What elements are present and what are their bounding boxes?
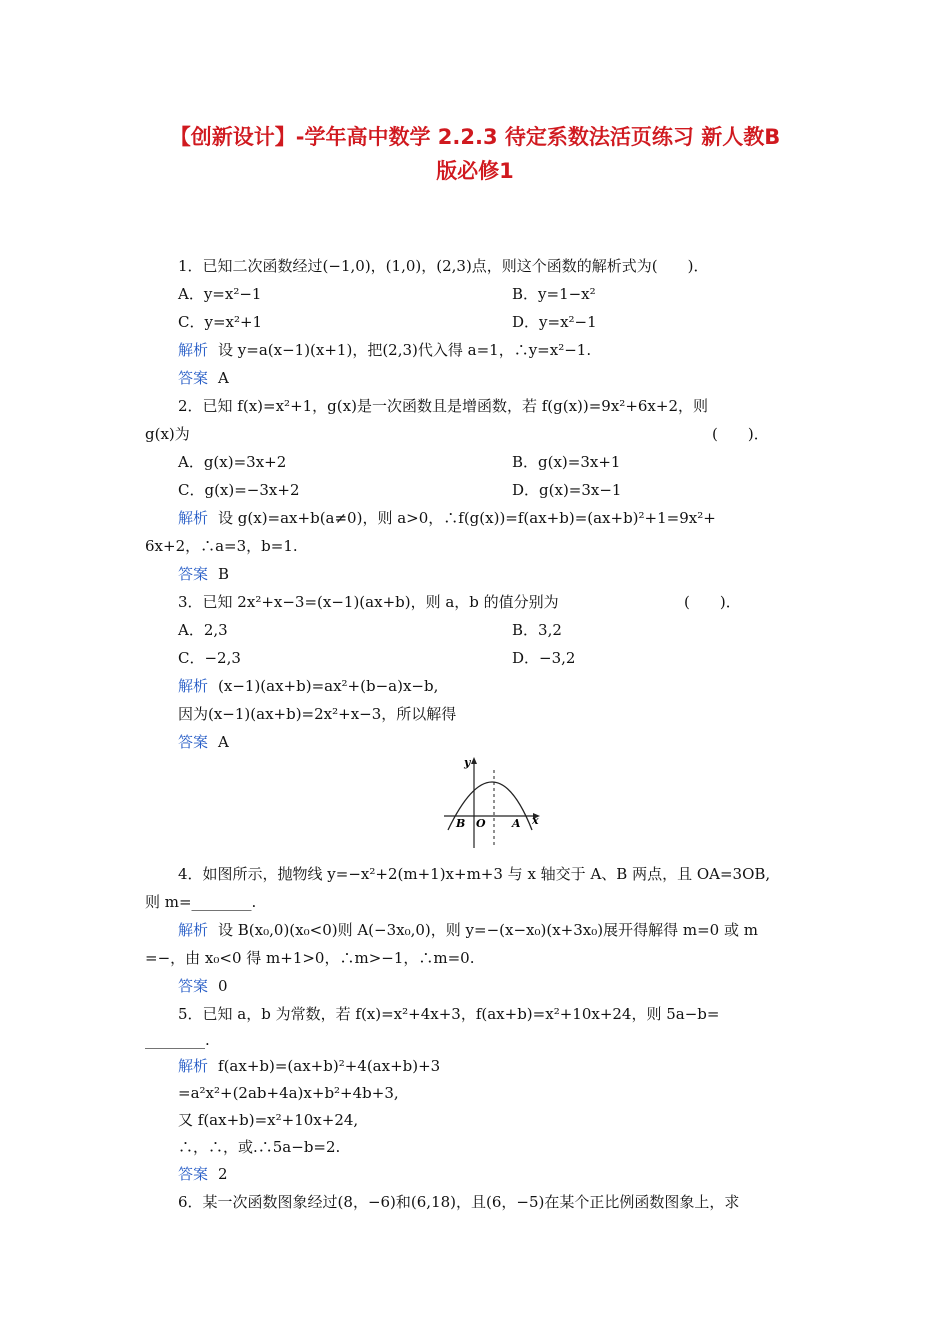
q1-option-d: D．y=x²−1 bbox=[512, 313, 597, 331]
q3-analysis-line-1 bbox=[178, 676, 438, 696]
q5-stem-line-2: ________. bbox=[145, 1031, 210, 1049]
q3-option-d: D．−3,2 bbox=[512, 649, 576, 667]
point-b-label: B bbox=[456, 817, 466, 830]
q4-analysis-line-1 bbox=[178, 920, 758, 940]
q2-analysis-text-1: 设 g(x)=ax+b(a≠0)，则 a>0，∴f(g(x))=f(ax+b)=(ax+b)²+1=9x²+ bbox=[218, 509, 716, 527]
q2-analysis-line-2: 6x+2，∴a=3，b=1. bbox=[145, 537, 298, 555]
q5-answer bbox=[178, 1164, 228, 1184]
q4-answer-text: 0 bbox=[218, 977, 228, 995]
q1-analysis-text: 设 y=a(x−1)(x+1)，把(2,3)代入得 a=1，∴y=x²−1. bbox=[218, 341, 592, 359]
q1-answer-text: A bbox=[218, 369, 229, 387]
q5-analysis-line-1 bbox=[178, 1056, 440, 1076]
analysis-label: 解析 bbox=[178, 341, 209, 359]
q1-stem: 1．已知二次函数经过(−1,0)，(1,0)，(2,3)点，则这个函数的解析式为( )． bbox=[178, 257, 709, 275]
origin-label: O bbox=[476, 817, 486, 830]
title-line-1: 【创新设计】-学年高中数学 2.2.3 待定系数法活页练习 新人教B bbox=[169, 125, 781, 149]
q1-option-a: A．y=x²−1 bbox=[178, 285, 262, 303]
q5-analysis-text-1: f(ax+b)=(ax+b)²+4(ax+b)+3 bbox=[218, 1057, 441, 1075]
analysis-label: 解析 bbox=[178, 677, 209, 695]
q4-stem-line-1: 4．如图所示，抛物线 y=−x²+2(m+1)x+m+3 与 x 轴交于 A、B 两点，且 OA=3OB, bbox=[178, 865, 771, 883]
q3-answer-text: A bbox=[218, 733, 229, 751]
analysis-label: 解析 bbox=[178, 509, 209, 527]
q4-analysis-line-2: =−，由 x₀<0 得 m+1>0，∴m>−1，∴m=0. bbox=[145, 949, 475, 967]
q3-answer bbox=[178, 732, 229, 752]
q6-stem-line-1: 6．某一次函数图象经过(8，−6)和(6,18)，且(6，−5)在某个正比例函数图象上，求 bbox=[178, 1193, 740, 1211]
q4-stem-line-2: 则 m=________. bbox=[145, 893, 257, 911]
q3-option-c: C．−2,3 bbox=[178, 649, 241, 667]
answer-label: 答案 bbox=[178, 369, 209, 387]
q3-option-a: A．2,3 bbox=[178, 621, 228, 639]
q1-answer bbox=[178, 368, 229, 388]
parabola-figure bbox=[436, 752, 546, 852]
answer-label: 答案 bbox=[178, 733, 209, 751]
q5-stem-line-1: 5．已知 a，b 为常数，若 f(x)=x²+4x+3，f(ax+b)=x²+10x+24，则 5a−b= bbox=[178, 1005, 720, 1023]
q2-option-b: B．g(x)=3x+1 bbox=[512, 453, 621, 471]
q2-option-a: A．g(x)=3x+2 bbox=[178, 453, 287, 471]
q2-answer-bracket: ( )． bbox=[712, 425, 769, 443]
q2-option-c: C．g(x)=−3x+2 bbox=[178, 481, 300, 499]
q2-answer-text: B bbox=[218, 565, 230, 583]
point-a-label: A bbox=[512, 817, 521, 830]
q5-analysis-line-2: =a²x²+(2ab+4a)x+b²+4b+3, bbox=[178, 1084, 399, 1102]
q1-option-b: B．y=1−x² bbox=[512, 285, 596, 303]
q1-analysis bbox=[178, 340, 591, 360]
q5-analysis-line-4: ∴，∴，或.∴5a−b=2. bbox=[178, 1138, 341, 1156]
document-title bbox=[120, 120, 830, 188]
q3-stem: 3．已知 2x²+x−3=(x−1)(ax+b)，则 a，b 的值分别为 bbox=[178, 593, 559, 611]
answer-label: 答案 bbox=[178, 565, 209, 583]
q4-analysis-text-1: 设 B(x₀,0)(x₀<0)则 A(−3x₀,0)，则 y=−(x−x₀)(x+3x₀)展开得解得 m=0 或 m bbox=[218, 921, 758, 939]
q2-answer bbox=[178, 564, 229, 584]
answer-label: 答案 bbox=[178, 977, 209, 995]
q5-analysis-line-3: 又 f(ax+b)=x²+10x+24, bbox=[178, 1111, 359, 1129]
q2-stem-line-1: 2．已知 f(x)=x²+1，g(x)是一次函数且是增函数，若 f(g(x))=9x²+6x+2，则 bbox=[178, 397, 709, 415]
q5-answer-text: 2 bbox=[218, 1165, 228, 1183]
q2-option-d: D．g(x)=3x−1 bbox=[512, 481, 622, 499]
q2-stem-line-2: g(x)为 bbox=[145, 425, 190, 443]
q3-option-b: B．3,2 bbox=[512, 621, 562, 639]
y-axis-label: y bbox=[464, 756, 471, 769]
title-line-2: 版必修1 bbox=[436, 159, 514, 183]
q3-answer-bracket: ( )． bbox=[684, 593, 741, 611]
q3-analysis-text-1: (x−1)(ax+b)=ax²+(b−a)x−b, bbox=[218, 677, 439, 695]
answer-label: 答案 bbox=[178, 1165, 209, 1183]
q4-answer bbox=[178, 976, 228, 996]
q3-analysis-line-2: 因为(x−1)(ax+b)=2x²+x−3，所以解得 bbox=[178, 705, 457, 723]
q1-option-c: C．y=x²+1 bbox=[178, 313, 263, 331]
y-axis-arrow bbox=[471, 757, 477, 764]
analysis-label: 解析 bbox=[178, 1057, 209, 1075]
analysis-label: 解析 bbox=[178, 921, 209, 939]
x-axis-label: x bbox=[532, 814, 539, 827]
q2-analysis-line-1 bbox=[178, 508, 716, 528]
